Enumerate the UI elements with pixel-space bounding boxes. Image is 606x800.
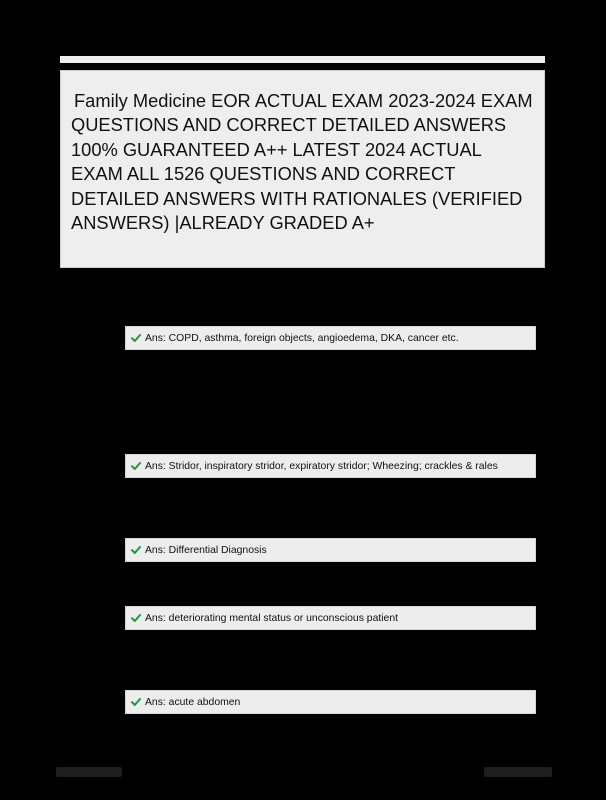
document-title: Family Medicine EOR ACTUAL EXAM 2023-2024 EXAM QUESTIONS AND CORRECT DETAILED ANSWERS 100% GUARANTEED A++ LATEST 2024 ACTUAL EXAM ALL 1526 QUESTIONS AND CORRECT DETAILED ANSWERS WITH RATIONALES (VERIFIED ANSWERS) |ALREADY GRADED A+ bbox=[71, 90, 533, 234]
answer-box-5 bbox=[125, 690, 536, 714]
footer-page-number bbox=[484, 767, 552, 777]
checkmark-icon bbox=[131, 613, 141, 623]
top-divider bbox=[60, 56, 545, 63]
checkmark-icon bbox=[131, 333, 141, 343]
answer-text-5: Ans: acute abdomen bbox=[145, 696, 241, 708]
answer-text-4: Ans: deteriorating mental status or unconscious patient bbox=[145, 612, 398, 624]
answer-text-1: Ans: COPD, asthma, foreign objects, angioedema, DKA, cancer etc. bbox=[145, 332, 459, 344]
answer-box-1 bbox=[125, 326, 536, 350]
answer-box-4 bbox=[125, 606, 536, 630]
checkmark-icon bbox=[131, 697, 141, 707]
checkmark-icon bbox=[131, 461, 141, 471]
checkmark-icon bbox=[131, 545, 141, 555]
answer-box-2 bbox=[125, 454, 536, 478]
answer-text-3: Ans: Differential Diagnosis bbox=[145, 544, 267, 556]
title-box bbox=[60, 70, 545, 268]
answer-box-3 bbox=[125, 538, 536, 562]
footer-site-name bbox=[56, 767, 122, 777]
answer-text-2: Ans: Stridor, inspiratory stridor, expiratory stridor; Wheezing; crackles & rales bbox=[145, 460, 498, 472]
